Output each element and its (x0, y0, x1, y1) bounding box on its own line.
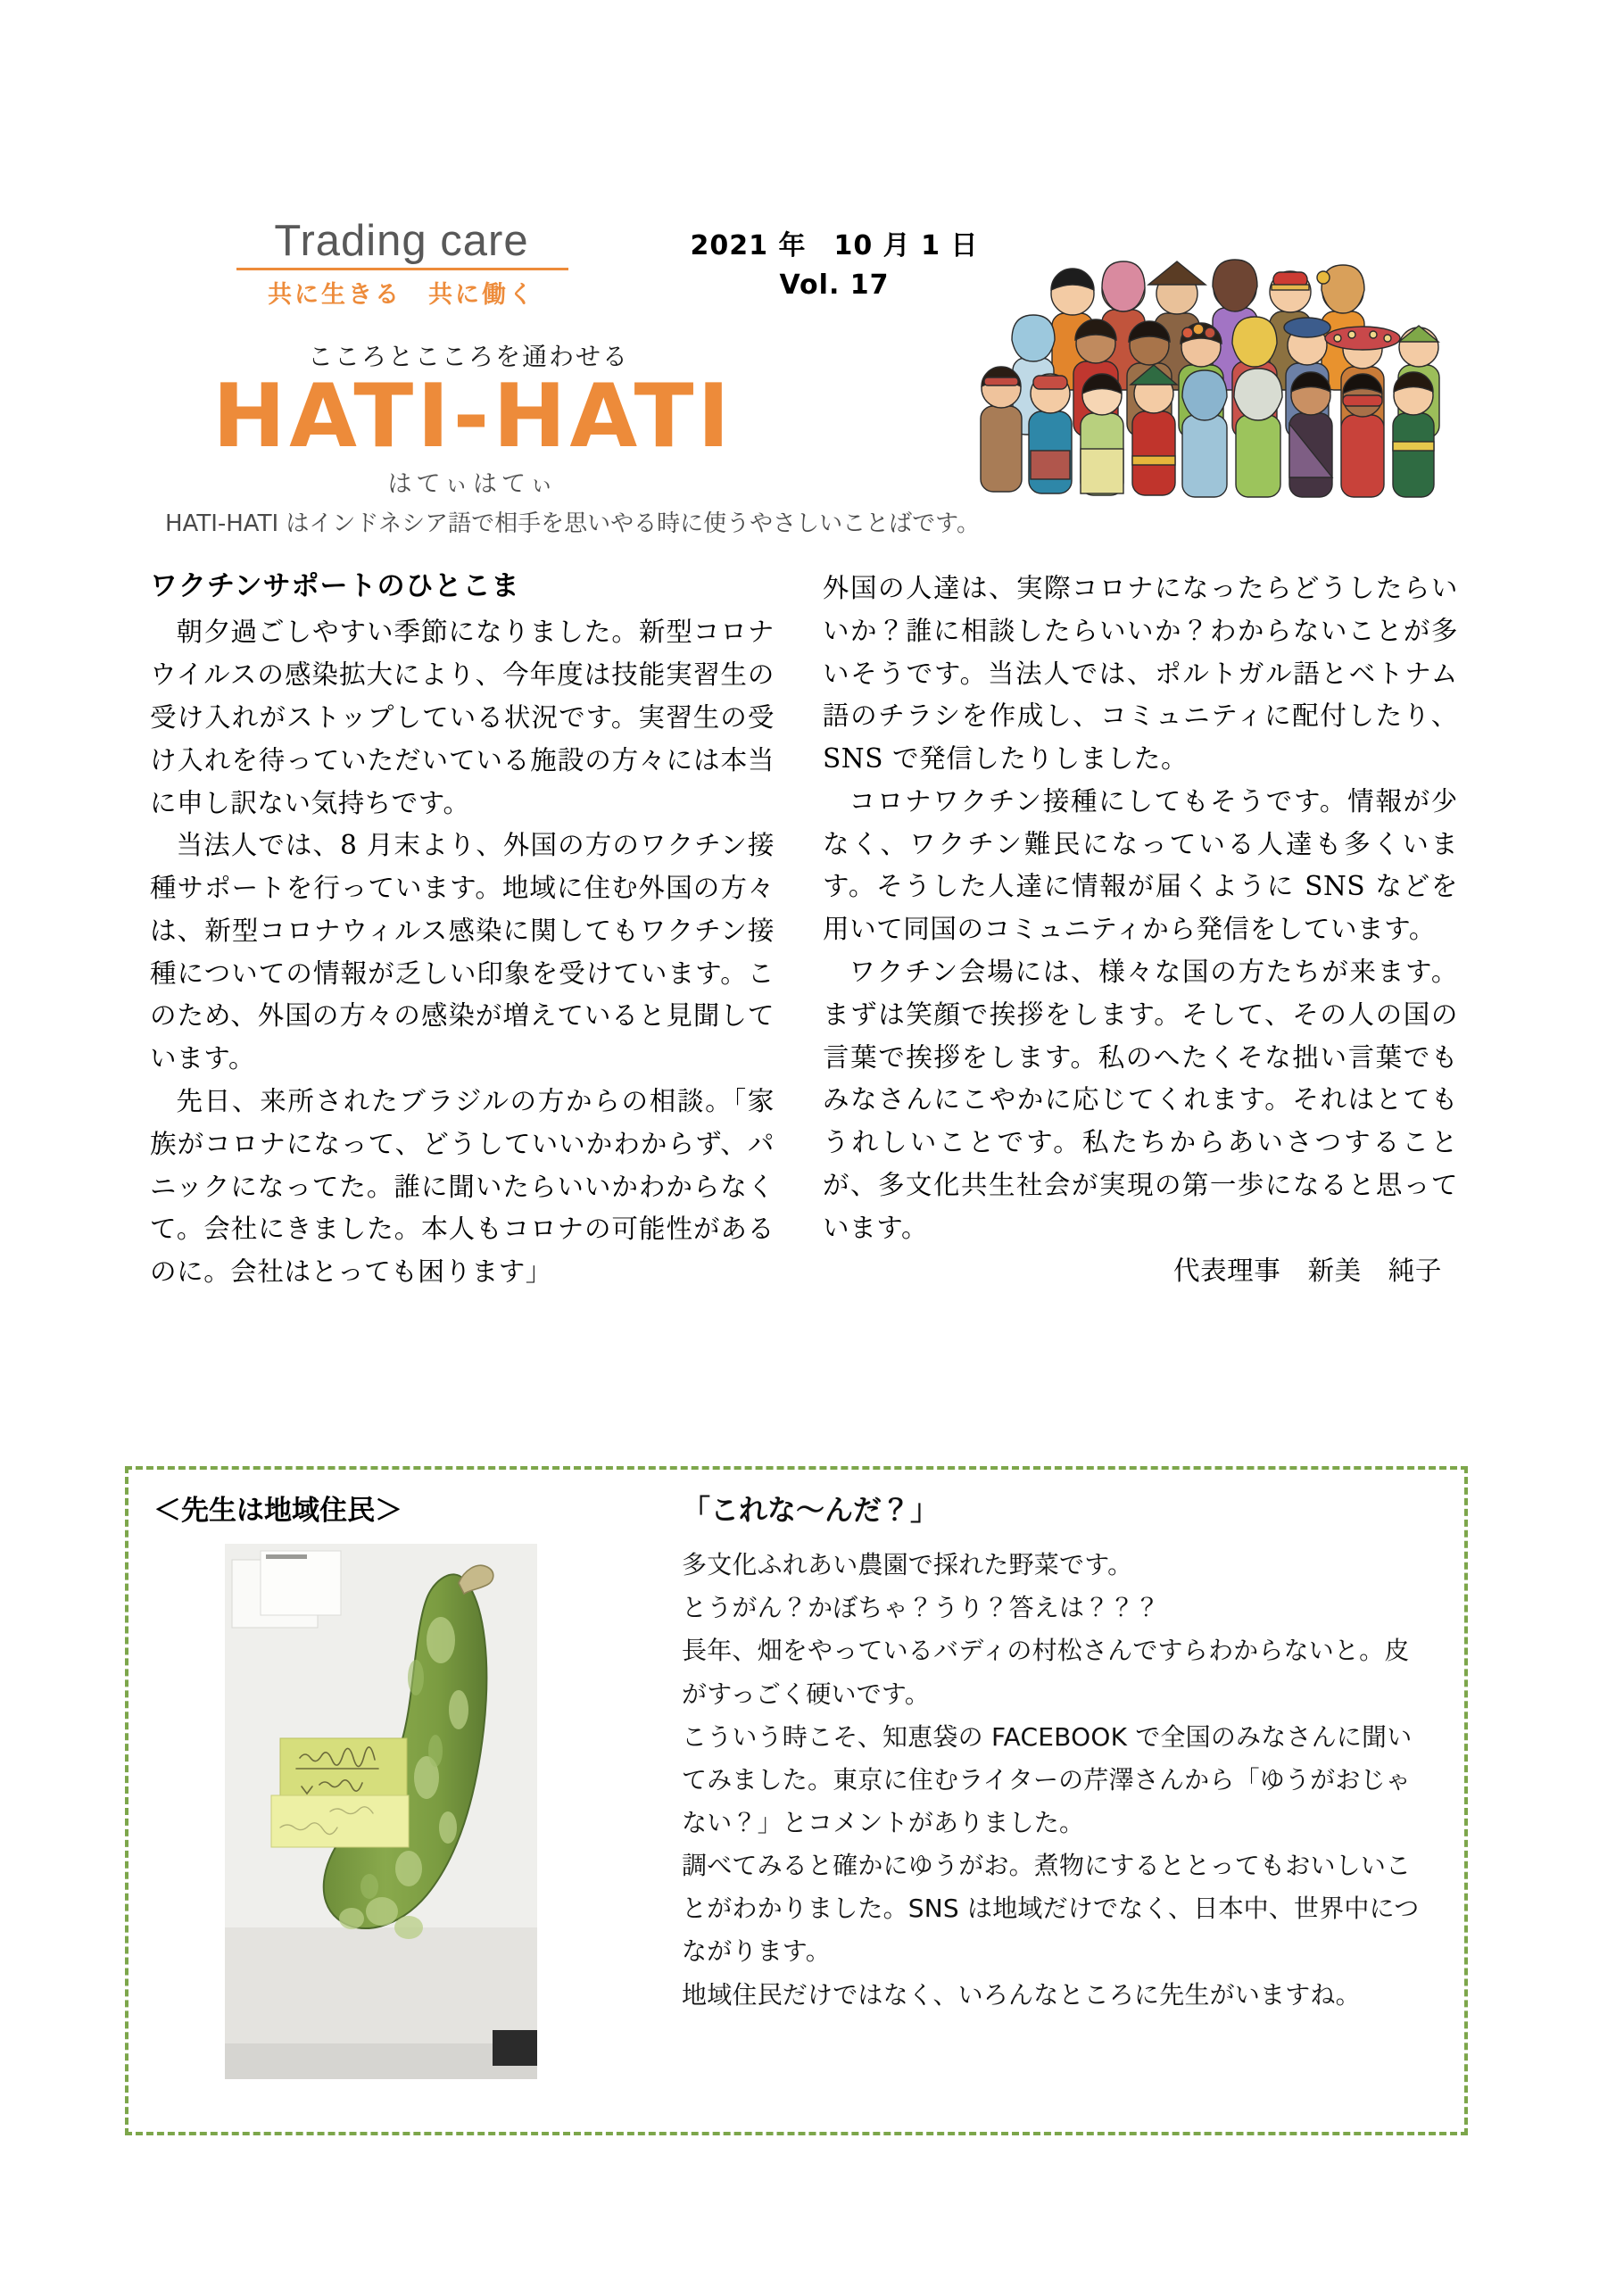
feature-paragraph: こういう時こそ、知恵袋の FACEBOOK で全国のみなさんに聞いてみました。東京に住むライターの芹澤さんから「ゆうがおじゃない？」とコメントがありました。 (682, 1721, 1413, 1837)
brand-slogan-japanese: 共に生きる 共に働く (268, 281, 535, 310)
brand-divider-rule (236, 268, 568, 270)
issue-date: 2021 年 10 月 1 日 (690, 230, 979, 261)
masthead-subheading: こころとこころを通わせる (307, 342, 629, 371)
feature-paragraph: 調べてみると確かにゆうがお。煮物にするととってもおいしいことがわかりました。SNS は地域だけでなく、日本中、世界中につながります。 (682, 1851, 1420, 1967)
issue-info (665, 223, 1004, 301)
multicultural-people-illustration (959, 228, 1454, 522)
page-title-kana: はてぃはてぃ (387, 470, 559, 498)
brand-name-english: Trading care (274, 217, 529, 265)
feature-paragraph: とうがん？かぼちゃ？うり？答えは？？？ (682, 1593, 1160, 1623)
article-paragraph: 先日、来所されたブラジルの方からの相談。「家族がコロナになって、どうしていいかわからず、パニックになってた。誰に聞いたらいいかわからなくて。会社にきました。本人もコロナの可能性があるのに。会社はとっても困ります」 (150, 1085, 775, 1288)
article-paragraph: 朝夕過ごしやすい季節になりました。新型コロナウイルスの感染拡大により、今年度は技能実習生の受け入れがストップしている状況です。実習生の受け入れを待っていただいている施設の方々には本当に申し訳ない気持ちです。 (150, 617, 775, 818)
masthead-tagline: HATI-HATI はインドネシア語で相手を思いやる時に使うやさしいことばです。 (165, 510, 981, 537)
article-paragraph: コロナワクチン接種にしてもそうです。情報が少なく、ワクチン難民になっている人達も多くいます。そうした人達に情報が届くように SNS などを用いて同国のコミュニティから発信をしています。 (823, 785, 1458, 945)
feature-paragraph: 地域住民だけではなく、いろんなところに先生がいますね。 (682, 1979, 1361, 2010)
feature-left-panel (153, 1488, 653, 2079)
issue-volume: Vol. 17 (779, 269, 890, 301)
article-paragraph: ワクチン会場には、様々な国の方たちが来ます。まずは笑顔で挨拶をします。そして、その人の国の言葉で挨拶をします。私のへたくそな拙い言葉でもみなさんにこやかに応じてくれます。それはとてもうれしいことです。私たちからあいさつすることが、多文化共生社会が実現の第一歩になると思っています。 (823, 957, 1458, 1243)
article-paragraph: 外国の人達は、実際コロナになったらどうしたらいいか？誰に相談したらいいか？わからないことが多いそうです。当法人では、ポルトガル語とベトナム語のチラシを作成し、コミュニティに配付したり、SNS で発信したりしました。 (823, 573, 1458, 775)
page-title: HATI-HATI (212, 366, 733, 468)
article-column-right (823, 568, 1458, 1292)
feature-left-heading: ＜先生は地域住民＞ (153, 1495, 402, 1527)
brand-block (228, 219, 576, 310)
article-heading: ワクチンサポートのひとこま (150, 570, 520, 602)
feature-paragraph: 長年、畑をやっているバディの村松さんですらわからないと。皮がすっごく硬いです。 (682, 1636, 1410, 1709)
feature-paragraph: 多文化ふれあい農園で採れた野菜です。 (682, 1550, 1133, 1580)
article-paragraph: 当法人では、8 月末より、外国の方のワクチン接種サポートを行っています。地域に住む外国の方々は、新型コロナウィルス感染に関してもワクチン接種についての情報が乏しい印象を受けています。このため、外国の方々の感染が増えていると見聞しています。 (150, 830, 775, 1074)
masthead (0, 0, 1624, 571)
article-column-left (150, 568, 775, 1294)
author-signature: 代表理事 新美 純子 (1172, 1255, 1442, 1286)
article-columns (0, 568, 1624, 1460)
gourd-photo (225, 1544, 537, 2079)
feature-box (125, 1466, 1468, 2135)
feature-right-heading: 「これな～んだ？」 (682, 1493, 940, 1527)
feature-right-panel (682, 1486, 1431, 2017)
